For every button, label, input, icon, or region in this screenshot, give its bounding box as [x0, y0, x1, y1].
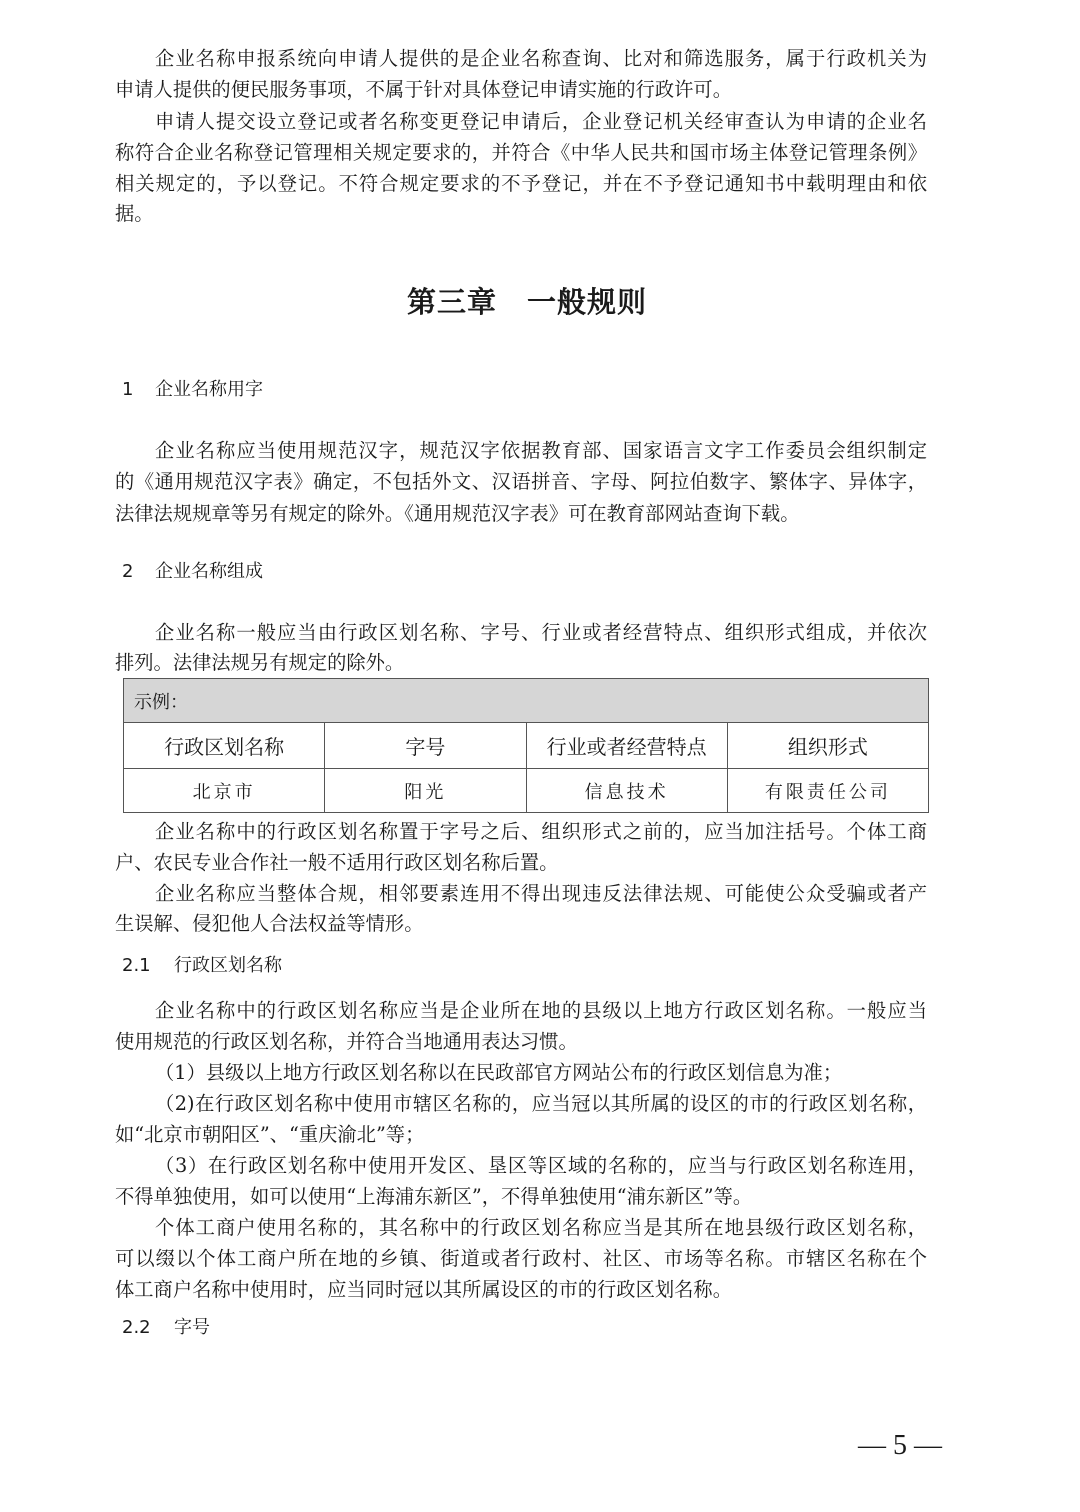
- text-line: 的《通用规范汉字表》确定，不包括外文、汉语拼音、字母、阿拉伯数字、繁体字、异体字，: [115, 470, 927, 493]
- text-line: 可以缀以个体工商户所在地的乡镇、街道或者行政村、社区、市场等名称。市辖区名称在个: [115, 1247, 927, 1270]
- table-cell: 阳光: [325, 769, 526, 813]
- example-table: [123, 678, 929, 813]
- text-line: （2)在行政区划名称中使用市辖区名称的，应当冠以其所属的设区的市的行政区划名称，: [155, 1092, 927, 1115]
- section-title: 企业名称组成: [155, 561, 263, 582]
- section-title: 企业名称用字: [155, 379, 263, 400]
- table-header-cell: 行业或者经营特点: [526, 723, 727, 769]
- text-line: 排列。法律法规另有规定的除外。: [115, 651, 405, 674]
- text-line: 企业名称申报系统向申请人提供的是企业名称查询、比对和筛选服务，属于行政机关为: [155, 47, 927, 70]
- section-number: 2.1: [122, 955, 151, 976]
- text-line: 申请人提供的便民服务事项，不属于针对具体登记申请实施的行政许可。: [115, 78, 732, 101]
- text-line: 生误解、侵犯他人合法权益等情形。: [115, 912, 424, 935]
- text-line: 申请人提交设立登记或者名称变更登记申请后，企业登记机关经审查认为申请的企业名: [155, 110, 927, 133]
- section-heading-2-2: [122, 1313, 210, 1343]
- section-heading-2: [122, 557, 263, 587]
- table-caption: 示例：: [124, 679, 929, 723]
- table-header-row: [124, 723, 929, 769]
- text-line: 个体工商户使用名称的，其名称中的行政区划名称应当是其所在地县级行政区划名称，: [155, 1216, 927, 1239]
- table-row: [124, 769, 929, 813]
- text-line: 企业名称中的行政区划名称应当是企业所在地的县级以上地方行政区划名称。一般应当: [155, 999, 927, 1022]
- section-heading-1: [122, 375, 263, 405]
- text-line: 企业名称应当使用规范汉字，规范汉字依据教育部、国家语言文字工作委员会组织制定: [155, 439, 927, 462]
- section-title: 行政区划名称: [174, 955, 282, 976]
- table-header-cell: 字号: [325, 723, 526, 769]
- page-number: — 5 —: [858, 1430, 942, 1461]
- text-line: 法律法规规章等另有规定的除外。《通用规范汉字表》可在教育部网站查询下载。: [115, 502, 800, 525]
- text-line: 户、农民专业合作社一般不适用行政区划名称后置。: [115, 851, 559, 874]
- text-line: 体工商户名称中使用时，应当同时冠以其所属设区的市的行政区划名称。: [115, 1278, 732, 1301]
- text-line: 不得单独使用，如可以使用“上海浦东新区”，不得单独使用“浦东新区”等。: [115, 1185, 753, 1208]
- chapter-title: 第三章 一般规则: [406, 285, 647, 319]
- text-line: 企业名称应当整体合规，相邻要素连用不得出现违反法律法规、可能使公众受骗或者产: [155, 882, 927, 905]
- table-header-cell: 行政区划名称: [124, 723, 325, 769]
- text-line: 企业名称一般应当由行政区划名称、字号、行业或者经营特点、组织形式组成，并依次: [155, 621, 927, 644]
- text-line: （3）在行政区划名称中使用开发区、垦区等区域的名称的，应当与行政区划名称连用，: [155, 1154, 927, 1177]
- table-cell: 信息技术: [526, 769, 727, 813]
- table-cell: 有限责任公司: [727, 769, 928, 813]
- section-title: 字号: [174, 1317, 210, 1338]
- section-number: 2.2: [122, 1317, 151, 1338]
- text-line: 如“北京市朝阳区”、“重庆渝北”等；: [115, 1123, 425, 1146]
- text-line: 企业名称中的行政区划名称置于字号之后、组织形式之前的，应当加注括号。个体工商: [155, 820, 927, 843]
- text-line: （1）县级以上地方行政区划名称以在民政部官方网站公布的行政区划信息为准；: [155, 1061, 843, 1084]
- table-header-cell: 组织形式: [727, 723, 928, 769]
- text-line: 相关规定的，予以登记。不符合规定要求的不予登记，并在不予登记通知书中载明理由和依: [115, 172, 927, 195]
- text-line: 称符合企业名称登记管理相关规定要求的，并符合《中华人民共和国市场主体登记管理条例》: [115, 141, 927, 164]
- section-number: 2: [122, 561, 134, 582]
- text-line: 据。: [115, 202, 154, 225]
- section-number: 1: [122, 379, 134, 400]
- section-heading-2-1: [122, 951, 282, 981]
- table-cell: 北京市: [124, 769, 325, 813]
- text-line: 使用规范的行政区划名称，并符合当地通用表达习惯。: [115, 1030, 578, 1053]
